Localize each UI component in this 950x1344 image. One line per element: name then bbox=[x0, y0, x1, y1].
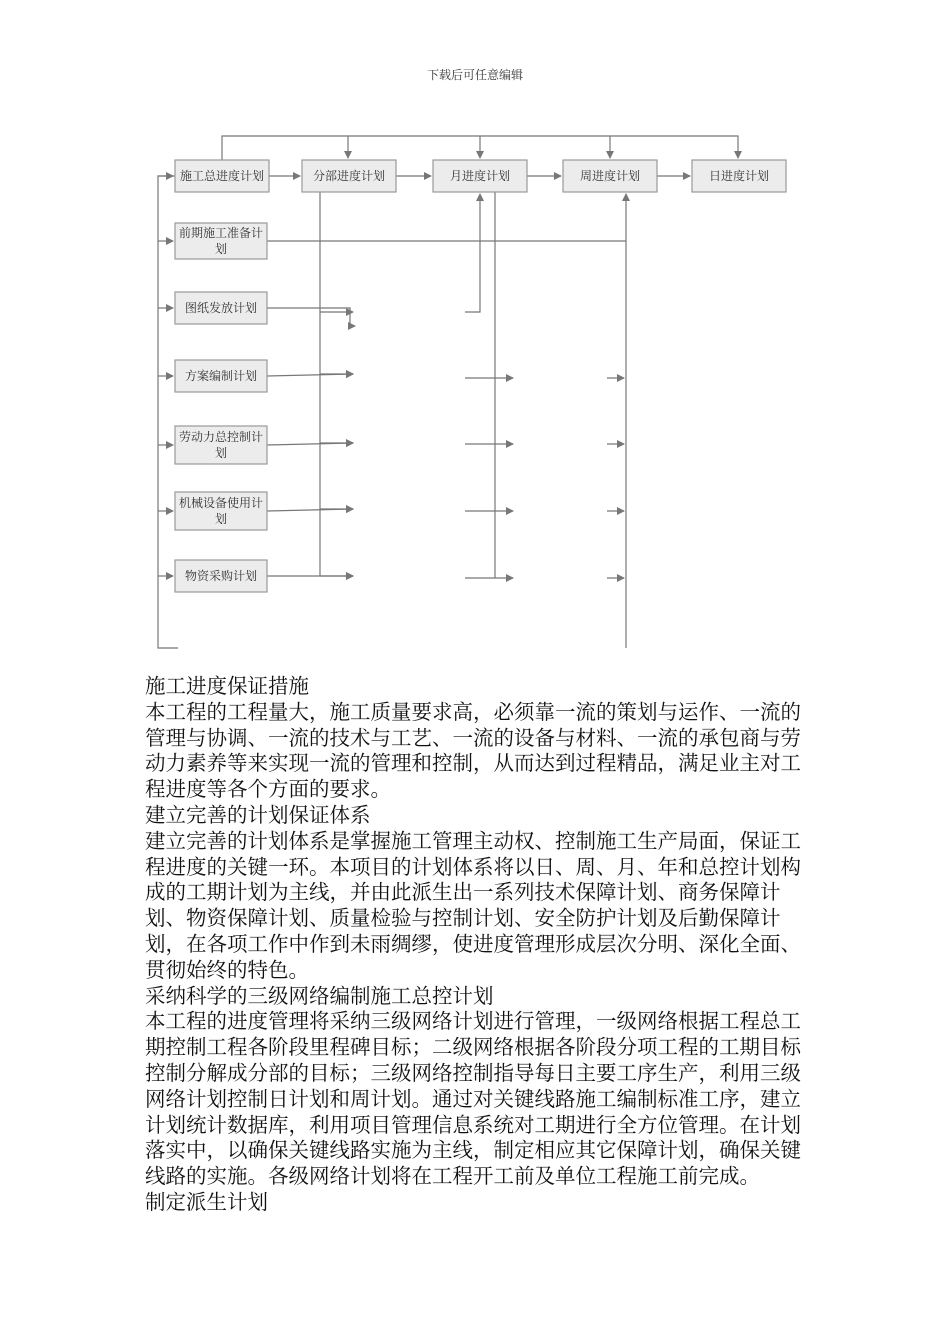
box-equipment-usage-plan bbox=[175, 492, 267, 530]
paragraph-plan-system: 建立完善的计划体系是掌握施工管理主动权、控制施工生产局面，保证工程进度的关键一环。本项目的计划体系将以日、周、月、年和总控计划构成的工期计划为主线，并由此派生出一系列技术保障计划、商务保障计划、物资保障计划、质量检验与控制计划、安全防护计划及后勤保障计划，在各项工作中作到未雨绸缪，使进度管理形成层次分明、深化全面、贯彻始终的特色。 bbox=[145, 828, 801, 982]
section-heading-plan-system: 建立完善的计划保证体系 bbox=[145, 802, 371, 827]
box-labor-control-plan-label: 划 bbox=[214, 446, 228, 460]
box-labor-control-plan-label: 劳动力总控制计 bbox=[178, 430, 264, 444]
box-method-plan bbox=[175, 360, 267, 392]
plan-system-diagram bbox=[150, 128, 810, 673]
box-drawing-release-plan-label: 图纸发放计划 bbox=[184, 301, 258, 315]
box-prep-plan-label: 划 bbox=[214, 242, 228, 256]
box-prep-plan bbox=[175, 223, 267, 259]
labor-link bbox=[267, 443, 353, 445]
box-general-schedule-label: 施工总进度计划 bbox=[179, 169, 265, 183]
box-division-schedule-label: 分部进度计划 bbox=[312, 169, 386, 183]
deepening-to-monthly bbox=[465, 194, 480, 312]
equipment-link bbox=[267, 509, 353, 511]
box-weekly-schedule-label: 周进度计划 bbox=[579, 169, 641, 183]
document-body bbox=[145, 674, 810, 1216]
box-daily-schedule-label: 日进度计划 bbox=[708, 169, 770, 183]
box-drawing-release-plan bbox=[175, 292, 267, 324]
paragraph-intro: 本工程的工程量大，施工质量要求高，必须靠一流的策划与运作、一流的管理与协调、一流的技术与工艺、一流的设备与材料、一流的承包商与劳动力素养等来实现一流的管理和控制，从而达到过程精品，满足业主对工程进度等各个方面的要求。 bbox=[145, 699, 801, 802]
box-prep-plan-label: 前期施工准备计 bbox=[178, 226, 264, 240]
box-method-plan-label: 方案编制计划 bbox=[184, 369, 258, 383]
box-labor-control-plan bbox=[175, 426, 267, 464]
box-general-schedule bbox=[175, 160, 269, 192]
box-division-schedule bbox=[302, 160, 396, 192]
box-monthly-schedule bbox=[433, 160, 527, 192]
box-weekly-schedule bbox=[563, 160, 657, 192]
box-equipment-usage-plan-label: 划 bbox=[214, 512, 228, 526]
section-heading-derived-plans: 制定派生计划 bbox=[145, 1189, 268, 1214]
method-link bbox=[267, 374, 353, 376]
box-equipment-usage-plan-label: 机械设备使用计 bbox=[178, 496, 264, 510]
box-monthly-schedule-label: 月进度计划 bbox=[449, 169, 511, 183]
paragraph-three-level-network: 本工程的进度管理将采纳三级网络计划进行管理，一级网络根据工程总工期控制工程各阶段里程碑目标；二级网络根据各阶段分项工程的工期目标控制分解成分部的目标；三级网络控制指导每日主要工序生产，利用三级网络计划控制日计划和周计划。通过对关键线路施工编制标准工序，建立计划统计数据库，利用项目管理信息系统对工期进行全方位管理。在计划落实中，以确保关键线路实施为主线，制定相应其它保障计划，确保关键线路的实施。各级网络计划将在工程开工前及单位工程施工前完成。 bbox=[145, 1009, 801, 1189]
header-note: 下载后可任意编辑 bbox=[426, 68, 523, 82]
box-material-purchase-plan bbox=[175, 560, 267, 592]
section-heading-three-level-network: 采纳科学的三级网络编制施工总控计划 bbox=[145, 983, 494, 1008]
box-daily-schedule bbox=[692, 160, 786, 192]
drawing-plan-line bbox=[267, 308, 355, 326]
box-material-purchase-plan-label: 物资采购计划 bbox=[184, 569, 258, 583]
section-heading-progress-measures: 施工进度保证措施 bbox=[145, 674, 309, 698]
